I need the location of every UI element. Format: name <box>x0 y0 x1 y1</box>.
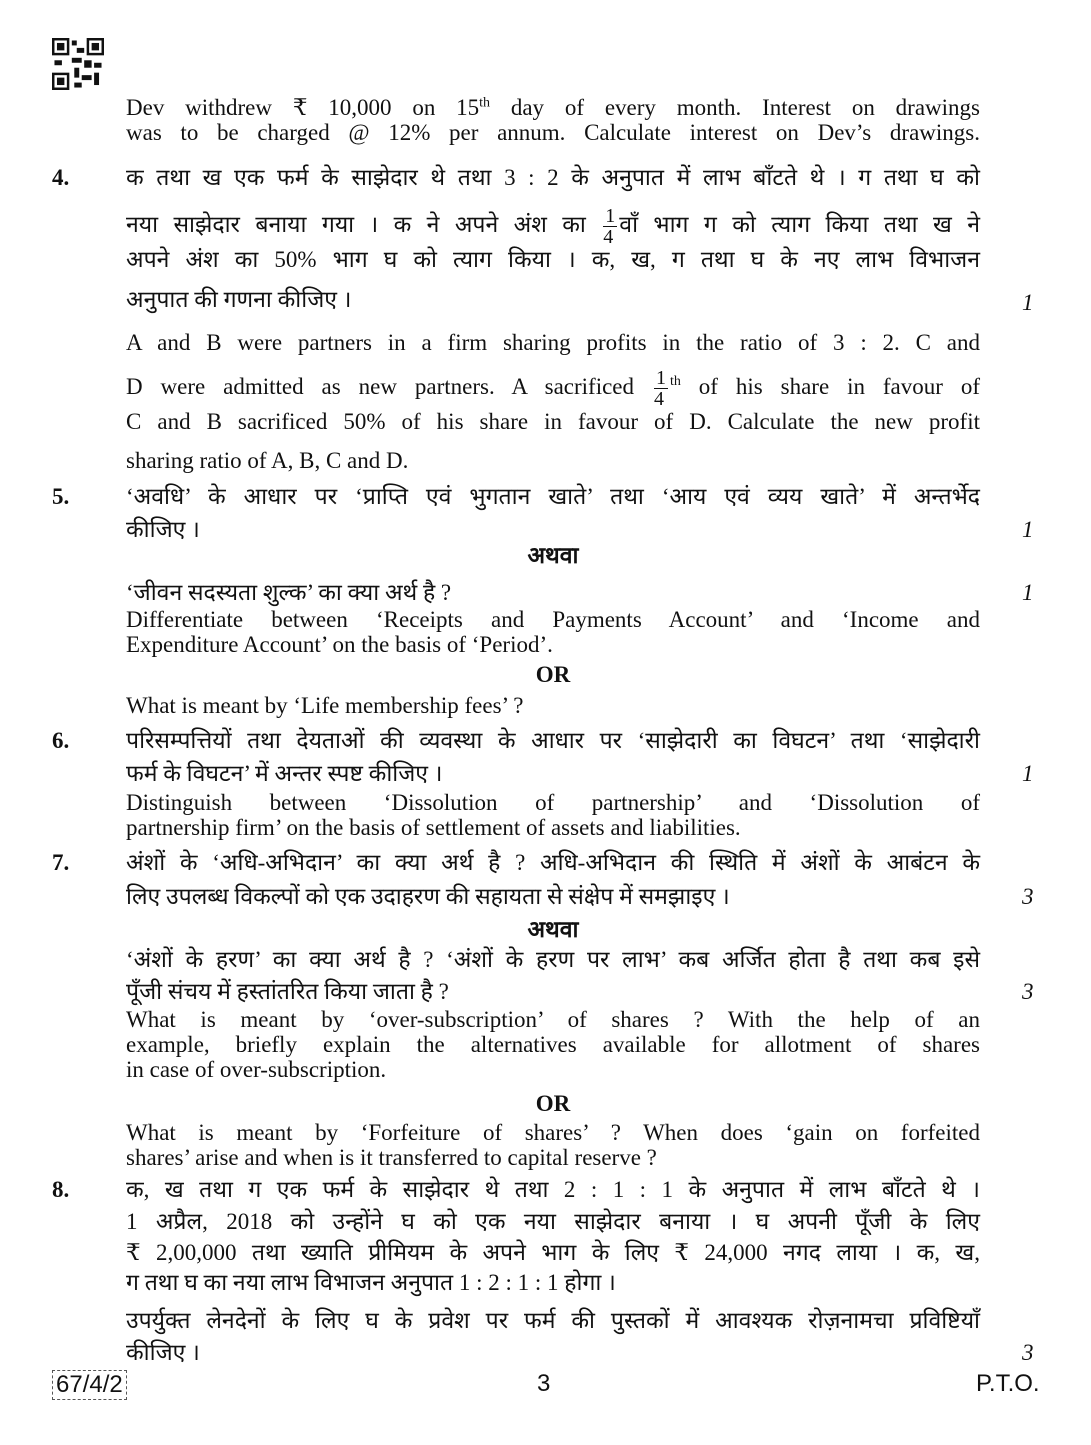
q7-english-line: What is meant by ‘over-subscription’ of shares ? With the help of an <box>126 1007 980 1032</box>
q5-english-line: What is meant by ‘Life membership fees’ ? <box>126 693 524 718</box>
superscript: th <box>669 374 681 390</box>
text: नया साझेदार बनाया गया । क ने अपने अंश का <box>126 211 586 237</box>
q8-hindi-line: ग तथा घ का नया लाभ विभाजन अनुपात 1 : 2 : 1 : 1 होगा । <box>126 1270 616 1295</box>
q4-english-line: C and B sacrificed 50% of his share in favour of D. Calculate the new profit <box>126 409 980 434</box>
q5-hindi-line: ‘अवधि’ के आधार पर ‘प्राप्ति एवं भुगतान खाते’ तथा ‘आय एवं व्यय खाते’ में अन्तर्भेद <box>126 484 980 509</box>
denominator: 4 <box>653 388 664 410</box>
please-turn-over: P.T.O. <box>976 1370 1040 1397</box>
q8-hindi-line: ₹ 2,00,000 तथा ख्याति प्रीमियम के अपने भाग के लिए ₹ 24,000 नगद लाया । क, ख, <box>126 1240 980 1265</box>
numerator: 1 <box>605 205 616 227</box>
q5-hindi-line: ‘जीवन सदस्यता शुल्क’ का क्या अर्थ है ? <box>126 580 452 605</box>
marks: 3 <box>1022 884 1034 909</box>
q3-line: was to be charged @ 12% per annum. Calculate interest on Dev’s drawings. <box>126 120 980 145</box>
question-number: 5. <box>52 484 70 509</box>
paper-code: 67/4/2 <box>52 1370 127 1400</box>
qr-code-icon <box>52 38 104 90</box>
q7-hindi-line: लिए उपलब्ध विकल्पों को एक उदाहरण की सहायता से संक्षेप में समझाइए । <box>126 884 730 909</box>
q5-english-line: Differentiate between ‘Receipts and Payments Account’ and ‘Income and <box>126 607 980 632</box>
q8-hindi-line: कीजिए । <box>126 1340 200 1365</box>
q6-hindi-line: परिसम्पत्तियों तथा देयताओं की व्यवस्था के आधार पर ‘साझेदारी का विघटन’ तथा ‘साझेदारी <box>126 728 980 753</box>
q4-hindi-line: अपने अंश का 50% भाग घ को त्याग किया । क, ख, ग तथा घ के नए लाभ विभाजन <box>126 247 980 272</box>
fraction <box>603 206 617 247</box>
q7-english-line: in case of over-subscription. <box>126 1057 387 1082</box>
marks: 1 <box>1022 580 1034 605</box>
text: वाँ भाग ग को त्याग किया तथा ख ने <box>619 211 981 237</box>
q4-hindi-line <box>126 206 980 247</box>
marks: 3 <box>1022 1340 1034 1365</box>
q7-english-line: What is meant by ‘Forfeiture of shares’ ? When does ‘gain on forfeited <box>126 1120 980 1145</box>
marks: 3 <box>1022 979 1034 1004</box>
or-divider-hindi: अथवा <box>527 917 579 942</box>
q8-hindi-line: उपर्युक्त लेनदेनों के लिए घ के प्रवेश पर फर्म की पुस्तकों में आवश्यक रोज़नामचा प्रविष्टियाँ <box>126 1308 980 1333</box>
q8-hindi-line: 1 अप्रैल, 2018 को उन्होंने घ को एक नया साझेदार बनाया । घ अपनी पूँजी के लिए <box>126 1209 980 1234</box>
question-number: 6. <box>52 728 70 753</box>
q7-hindi-line: अंशों के ‘अधि-अभिदान’ का क्या अर्थ है ? अधि-अभिदान की स्थिति में अंशों के आबंटन के <box>126 850 980 875</box>
or-divider: OR <box>535 662 571 687</box>
numerator: 1 <box>655 367 666 389</box>
question-number: 8. <box>52 1177 70 1202</box>
q7-english-line: shares’ arise and when is it transferred to capital reserve ? <box>126 1145 657 1170</box>
q3-line <box>126 94 980 122</box>
marks: 1 <box>1022 761 1034 786</box>
text: of his share in favour of <box>698 373 981 399</box>
q4-english-line: sharing ratio of A, B, C and D. <box>126 448 409 473</box>
denominator: 4 <box>603 226 614 248</box>
q6-english-line: Distinguish between ‘Dissolution of partnership’ and ‘Dissolution of <box>126 790 980 815</box>
q4-hindi-line: क तथा ख एक फर्म के साझेदार थे तथा 3 : 2 के अनुपात में लाभ बाँटते थे । ग तथा घ को <box>126 165 980 190</box>
q7-hindi-line: पूँजी संचय में हस्तांतरित किया जाता है ? <box>126 979 449 1004</box>
marks: 1 <box>1022 517 1034 542</box>
superscript: th <box>479 95 491 111</box>
q4-english-line: A and B were partners in a firm sharing profits in the ratio of 3 : 2. C and <box>126 330 980 355</box>
text: Dev withdrew ₹ 10,000 on 15 <box>126 95 480 120</box>
marks: 1 <box>1022 290 1034 315</box>
or-divider: OR <box>535 1091 571 1116</box>
q6-hindi-line: फर्म के विघटन’ में अन्तर स्पष्ट कीजिए । <box>126 761 443 786</box>
q5-hindi-line: कीजिए । <box>126 517 200 542</box>
q4-english-line <box>126 368 980 409</box>
q7-hindi-line: ‘अंशों के हरण’ का क्या अर्थ है ? ‘अंशों के हरण पर लाभ’ कब अर्जित होता है तथा कब इसे <box>126 947 980 972</box>
q7-english-line: example, briefly explain the alternatives available for allotment of shares <box>126 1032 980 1057</box>
q6-english-line: partnership firm’ on the basis of settlement of assets and liabilities. <box>126 815 741 840</box>
fraction <box>654 368 668 409</box>
q8-hindi-line: क, ख तथा ग एक फर्म के साझेदार थे तथा 2 : 1 : 1 के अनुपात में लाभ बाँटते थे । <box>126 1177 980 1202</box>
question-number: 4. <box>52 165 70 190</box>
q5-english-line: Expenditure Account’ on the basis of ‘Period’. <box>126 632 553 657</box>
or-divider-hindi: अथवा <box>527 543 579 568</box>
question-number: 7. <box>52 850 70 875</box>
text: D were admitted as new partners. A sacrificed <box>126 373 635 399</box>
q4-hindi-line: अनुपात की गणना कीजिए । <box>126 287 352 312</box>
page-number: 3 <box>537 1370 551 1397</box>
text: day of every month. Interest on drawings <box>490 95 980 120</box>
